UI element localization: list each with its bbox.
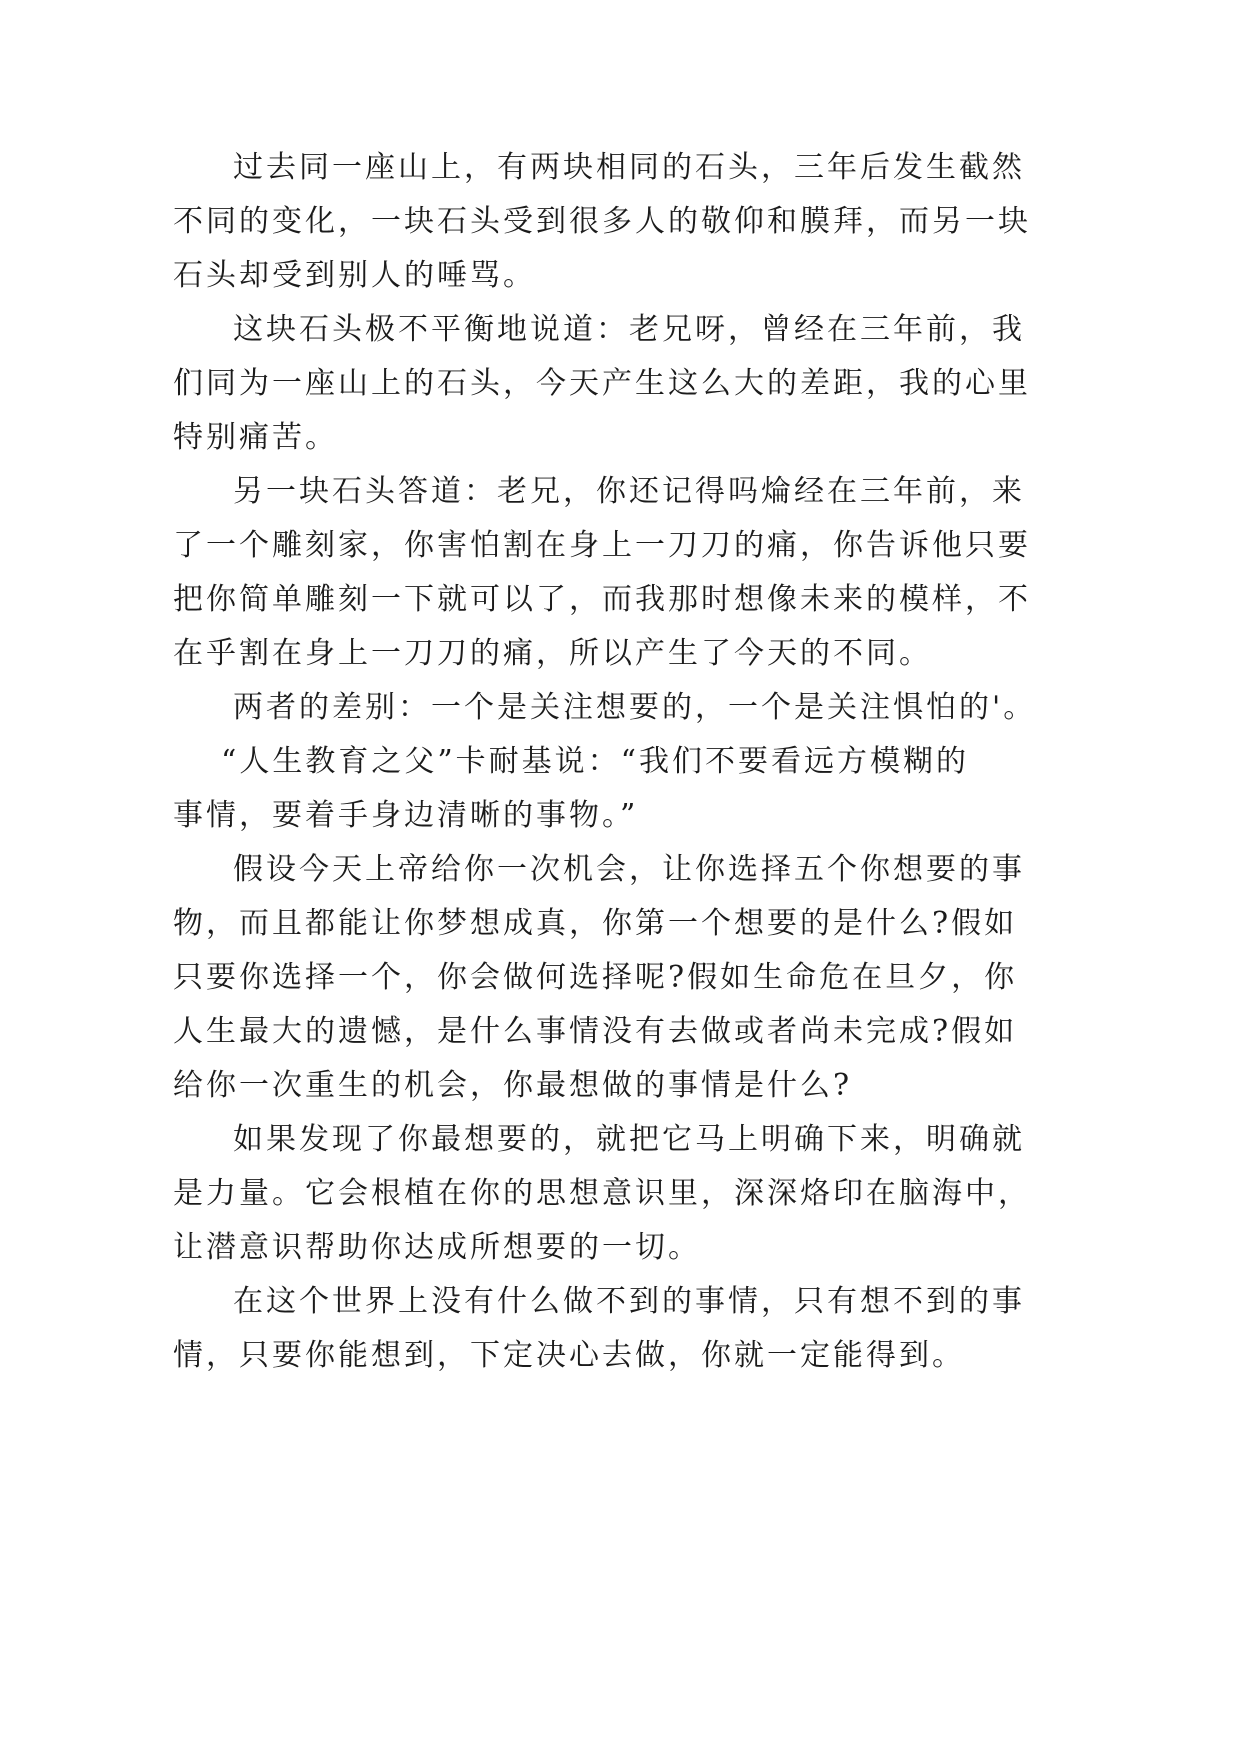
text-line: 另一块石头答道：老兄，你还记得吗㷍经在三年前，来 (233, 474, 1025, 509)
text-line: 石头却受到别人的唾骂。 (173, 258, 536, 293)
text-line: 这块石头极不平衡地说道：老兄呀，曾经在三年前，我 (233, 312, 1025, 347)
text-line: 物，而且都能让你梦想成真，你第一个想要的是什么?假如 (173, 906, 1018, 941)
text-line: 在乎割在身上一刀刀的痛，所以产生了今天的不同。 (173, 636, 932, 671)
text-line: 了一个雕刻家，你害怕割在身上一刀刀的痛，你告诉他只要 (173, 528, 1031, 563)
text-line: 如果发现了你最想要的，就把它马上明确下来，明确就 (233, 1122, 1025, 1157)
text-line: 两者的差别：一个是关注想要的，一个是关注惧怕的'。 (233, 690, 1037, 725)
text-line: 人生最大的遗憾，是什么事情没有去做或者尚未完成?假如 (173, 1014, 1018, 1049)
text-line: 事情，要着手身边清晰的事物。” (173, 798, 639, 833)
text-line: 不同的变化，一块石头受到很多人的敬仰和膜拜，而另一块 (173, 204, 1031, 239)
text-line: 在这个世界上没有什么做不到的事情，只有想不到的事 (233, 1284, 1025, 1319)
text-line: 让潜意识帮助你达成所想要的一切。 (173, 1230, 701, 1265)
text-line: 特别痛苦。 (173, 420, 338, 455)
text-line: “人生教育之父”卡耐基说：“我们不要看远方模糊的 (221, 744, 970, 779)
text-line: 过去同一座山上，有两块相同的石头，三年后发生截然 (233, 150, 1025, 185)
text-line: 把你简单雕刻一下就可以了，而我那时想像未来的模样，不 (173, 582, 1031, 617)
text-line: 只要你选择一个，你会做何选择呢?假如生命危在旦夕，你 (173, 960, 1018, 995)
text-line: 情，只要你能想到，下定决心去做，你就一定能得到。 (173, 1338, 965, 1373)
text-line: 假设今天上帝给你一次机会，让你选择五个你想要的事 (233, 852, 1025, 887)
text-line: 给你一次重生的机会，你最想做的事情是什么? (173, 1068, 853, 1103)
text-line: 是力量。它会根植在你的思想意识里，深深烙印在脑海中， (173, 1176, 1031, 1211)
text-line: 们同为一座山上的石头，今天产生这么大的差距，我的心里 (173, 366, 1031, 401)
